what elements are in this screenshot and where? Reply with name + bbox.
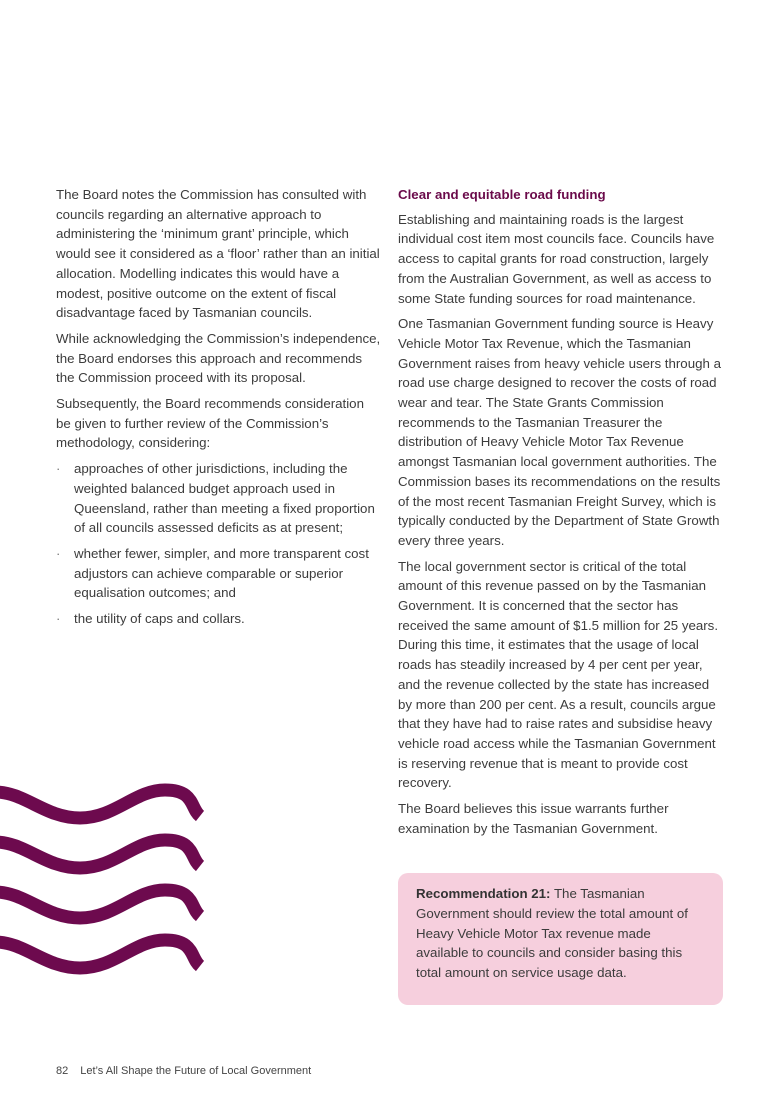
section-heading: Clear and equitable road funding xyxy=(398,187,606,202)
list-item-text: whether fewer, simpler, and more transparent cost adjustors can achieve comparable or superior equalisation outcomes; and xyxy=(74,545,369,601)
right-paragraph-1: Establishing and maintaining roads is the largest individual cost item most councils face. Councils have access to capital grants for road construction, largely from the Australian Government, as well as access to some State funding sources for road maintenance. xyxy=(398,211,715,306)
bullet-icon: · xyxy=(56,611,61,627)
page-number: 82 xyxy=(56,1065,69,1077)
wave-line-2 xyxy=(0,840,200,868)
list-item xyxy=(56,459,382,538)
wave-lines xyxy=(0,790,200,968)
recommendation-label: Recommendation 21: xyxy=(416,886,551,901)
bullet-icon: · xyxy=(56,545,61,561)
footer-title: Let’s All Shape the Future of Local Government xyxy=(80,1065,312,1077)
left-paragraph-3: Subsequently, the Board recommends consideration be given to further review of the Commission’s methodology, considering: xyxy=(56,396,364,451)
recommendation-callout xyxy=(398,873,723,1005)
list-item-text: the utility of caps and collars. xyxy=(74,611,245,627)
list-item xyxy=(56,609,382,629)
left-column xyxy=(56,185,382,635)
wave-decoration-icon xyxy=(0,780,205,980)
left-paragraph-1: The Board notes the Commission has consulted with councils regarding an alternative approach to administering the ‘minimum grant’ principle, which would see it considered as a ‘floor’ rather than an initial allocation. Modelling indicates this would have a modest, positive outcome on the extent of fiscal disadvantage faced by Tasmanian councils. xyxy=(56,187,380,321)
bullet-icon: · xyxy=(56,461,61,477)
wave-line-4 xyxy=(0,940,200,968)
right-paragraph-3: The local government sector is critical of the total amount of this revenue passed on by the Tasmanian Government. It is concerned that the sector has received the same amount of $1.5 million for 25 years. During this time, it estimates that the usage of local roads has steadily increased by 4 per cent per year, and the revenue collected by the state has increased by more than 200 per cent. As a result, councils argue that they have had to raise rates and subsidise heavy vehicle road access while the Tasmanian Government is reserving revenue that is meant to provide cost recovery. xyxy=(398,558,719,791)
right-paragraph-2: One Tasmanian Government funding source is Heavy Vehicle Motor Tax Revenue, which the Tasmanian Government raises from heavy vehicle users through a road use charge designed to recover the costs of road wear and tear. The State Grants Commission recommends to the Tasmanian Treasurer the distribution of Heavy Vehicle Motor Tax Revenue amongst Tasmanian local government authorities. The Commission bases its recommendations on the results of the most recent Tasmanian Freight Survey, which is typically conducted by the Department of State Growth every three years. xyxy=(398,316,721,548)
left-paragraph-2: While acknowledging the Commission’s independence, the Board endorses this approach and recommends the Commission proceed with its proposal. xyxy=(56,330,381,386)
list-item xyxy=(56,544,382,603)
wave-line-3 xyxy=(0,890,200,918)
wave-line-1 xyxy=(0,790,200,818)
recommendation-text: The Tasmanian Government should review the total amount of Heavy Vehicle Motor Tax revenue made available to councils and consider basing this total amount on service usage data. xyxy=(416,886,688,981)
right-paragraph-4: The Board believes this issue warrants further examination by the Tasmanian Government. xyxy=(398,801,669,836)
page-footer xyxy=(56,1065,311,1077)
list-item-text: approaches of other jurisdictions, including the weighted balanced budget approach used in Queensland, rather than meeting a fixed proportion of all councils assessed deficits as at present; xyxy=(74,461,375,536)
right-column xyxy=(398,185,724,845)
methodology-review-list xyxy=(56,459,382,629)
